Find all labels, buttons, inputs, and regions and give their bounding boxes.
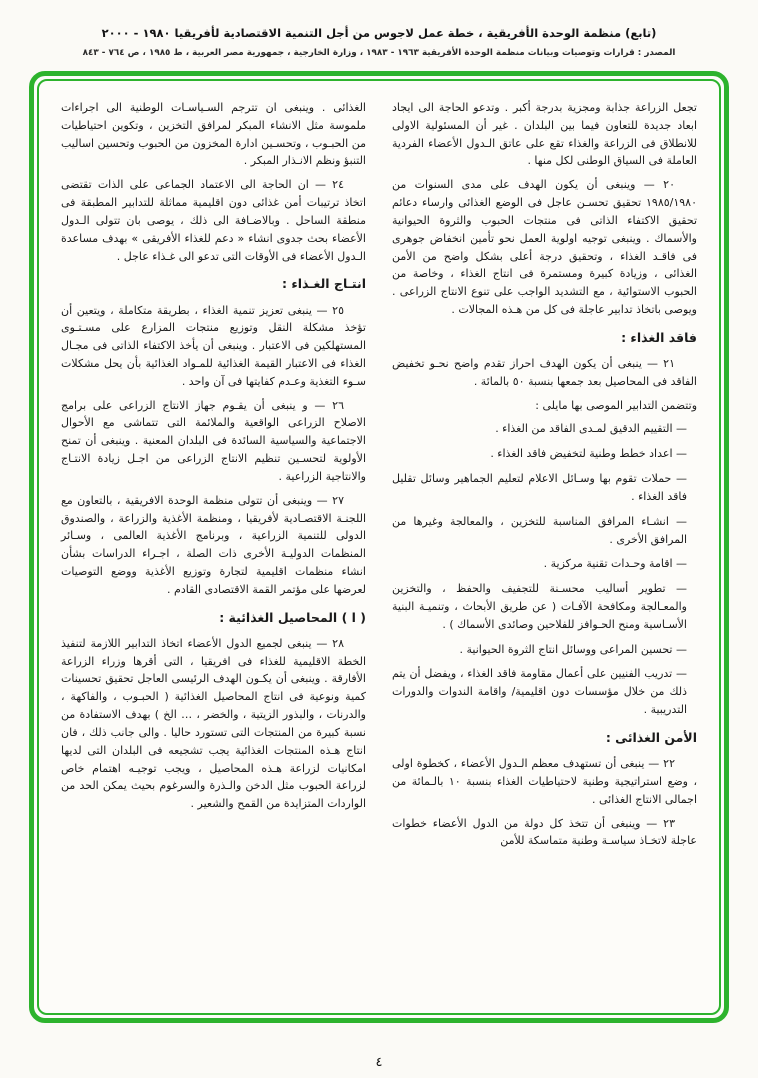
text-block: — التقييم الدقيق لمـدى الفاقد من الغذاء . xyxy=(495,422,687,436)
text-block: — اقامة وحـدات تقنية مركزية . xyxy=(543,557,687,571)
text-block: ٢٧ — وينبغى أن تتولى منظمة الوحدة الافريقية ، بالتعاون مع اللجنـة الاقتصـادية لأفريقيا ، ومنظمة الأغذية والزراعة ، والصندوق الدولى للتنمية الزراعية ، وبرنامج الأغذية العالمى ، وسـائر المنظمات الدوليـة الأخرى ذات الصلة ، اجـراء الدراسات بشأن انشاء منظمات اقليمية لتجارة وتوزيع الأغذية ووضع التوصيات لعرضها على مؤتمر القمة الاقتصادى القادم . xyxy=(61,493,366,596)
text-block: ٢١ — ينبغى أن يكون الهدف احراز تقدم واضح نحـو تخفيض الفاقد فى المحاصيل بعد جمعها بنسبة ٥٠ بالمائة . xyxy=(392,357,697,388)
text-block: — حملات تقوم بها وسـائل الاعلام لتعليم الجماهير وسائل تقليل فاقد الغذاء . xyxy=(392,472,687,503)
document-source: المصدر : قرارات وتوصيات وبيانات منظمة الوحدة الأفريقية ١٩٦٣ - ١٩٨٣ ، وزارة الخارجية ، جمهورية مصر العربية ، ط ١٩٨٥ ، ص ٧٦٤ - ٨٤٣ xyxy=(82,48,676,58)
text-block: — اعداد خطط وطنية لتخفيض فاقد الغذاء . xyxy=(490,447,687,461)
column-right xyxy=(392,99,697,999)
text-columns xyxy=(61,99,697,999)
text-block: ٢٠ — وينبغى أن يكون الهدف على مدى السنوات من ١٩٨٥/١٩٨٠ تحقيق تحسـن عاجل فى الوضع الغذائى وارساء دعائم تحقيق الاكتفاء الذاتى فى منتجات الحبوب والثروة الحيوانية والأسماك . وينبغى توجيه اولوية العمل نحو تأمين انخفاض جوهرى فى فاقـد الغذاء ، وتحقيق درجة أعلى بشكل واضح من الأمن الغذائى ، وزيادة كبيرة ومستمرة فى انتاج الغذاء ، وخاصة من الحبوب الاستوائية ، مع التشديد الواجب على تنوع الانتاج الزراعى . ويوصى باتخاذ تدابير عاجلة فى كل من هـذه المجالات . xyxy=(392,178,697,316)
text-block: — تطوير أساليب محسـنة للتجفيف والحفظ ، والتخزين والمعـالجة ومكافحة الآفـات ( عن طريق الأبحاث ، وتنميـة البنية الأسـاسية ومنح الحـوافز للفلاحين وصائدى الأسماك ) . xyxy=(392,582,687,631)
text-block: فاقد الغذاء : xyxy=(621,329,697,345)
document-header xyxy=(0,26,758,58)
text-block: ٢٣ — وينبغى أن تتخذ كل دولة من الدول الأعضاء خطوات عاجلة لاتخـاذ سياسـة وطنية متماسكة للأمن xyxy=(392,816,697,848)
text-block: ٢٦ — و ينبغى أن يقـوم جهاز الانتاج الزراعى على برامج الاصلاح الزراعى الواقعية والملائمة التى تتماشى مع الأحوال الاجتماعية والسياسية السائدة فى البلدان المعنية . وينبغى أن تمنح الأولوية لتحسـين تنظيم الانتاج الزراعى من اجـل زيادة الانتـاج والانتاجية الزراعية . xyxy=(61,398,366,483)
column-left xyxy=(61,99,366,999)
text-block: ٢٨ — ينبغى لجميع الدول الأعضاء اتخاذ التدابير اللازمة لتنفيذ الخطة الاقليمية للغذاء فى افريقيا ، التى أقرها وزراء الزراعة الأفارقة . وينبغى أن يكـون الهدف الرئيسى العاجل تحقيق تحسينات كمية ونوعية فى انتاج المحاصيل الغذائية ( الحبـوب ، والفاكهة ، والدرنات ، والبذور الزيتية ، والخضر ، … الخ ) بهدف الاستفادة من نسبة كبيرة من المنتجات التى تستورد حاليا . والى جانب ذلك ، فان انتاج هـذه المنتجات الغذائية يجب تشجيعه فى البلدان التى لديها امكانيات لزراعة هـذه المحاصيل ، ويجب توجيـه اهتمام خاص لزراعة الحبوب مثل الدخن والـذرة والسرغوم بحيث يمكن الحد من الواردات المتزايدة من القمح والشعير . xyxy=(61,636,366,811)
text-block: ٢٤ — ان الحاجة الى الاعتماد الجماعى على الذات تقتضى اتخاذ ترتيبات أمن غذائى دون اقليمية مماثلة للتدابير المطبقة فى منطقة الساحل . وبالاضـافة الى ذلك ، يوصى بان تتولى الـدول الأعضاء بحث جدوى انشاء « دعم للغذاء الأفريقى » بهدف مساعدة الـدول الأعضاء فى الأوقات التى تدعو الى غـذاء عاجل . xyxy=(61,178,366,263)
page-number: ٤ xyxy=(375,1055,383,1070)
text-block: ٢٢ — ينبغى أن تستهدف معظم الـدول الأعضاء ، كخطوة اولى ، وضع استراتيجية وطنية لاحتياطيات الغذاء بنسبة ١٠ بالـمائة من اجمالى الانتاج الغذائى . xyxy=(392,757,697,806)
text-block: الغذائى . وينبغى ان تترجم السـياسـات الوطنية الى اجراءات ملموسة مثل الانشاء المبكر لمرافق التخزين ، وتكوين احتياطيات من الحبـوب ، وتحسـين ادارة المخزون من الحبوب وتحسين اساليب التنبؤ ونظم الانـذار المبكر . xyxy=(61,101,366,168)
text-block: انتـاج الغـذاء : xyxy=(282,276,366,292)
text-block: الأمن الغذائى : xyxy=(605,729,697,745)
text-block: — تدريب الفنيين على أعمال مقاومة فاقد الغذاء ، ويفضل أن يتم ذلك من خلال مؤسسات دون اقليمية/ واقامة الندوات والدورات التدريبية . xyxy=(392,667,687,716)
text-block: ( ا ) المحاصيل الغذائية : xyxy=(219,609,366,625)
green-border-frame xyxy=(29,71,729,1023)
text-block: وتتضمن التدابير الموصى بها مايلى : xyxy=(535,398,697,412)
document-title: (تابع) منظمة الوحدة الأفريقية ، خطة عمل لاجوس من أجل التنمية الاقتصادية لأفريقيا ١٩٨٠ - ٢٠٠٠ xyxy=(101,26,657,40)
text-block: تجعل الزراعة جذابة ومجزية بدرجة أكبر . وتدعو الحاجة الى ايجاد ابعاد جديدة للتعاون فيما بين البلدان . غير أن المسئولية الاولى للانطلاق فى الزراعة والغذاء تقع على عاتق الـدول الأعضاء الفردية العاملة فى السياق الوطنى لكل منها . xyxy=(392,101,697,168)
text-block: ٢٥ — ينبغى تعزيز تنمية الغذاء ، بطريقة متكاملة ، ويتعين أن تؤخذ مشكلة النقل وتوزيع منتجات المزارع على مسـتـوى المستهلكين فى الاعتبار . وينبغى أن يأخذ الاكتفاء الذاتى فى مجـال الغذاء فى الاعتبار القيمة الغذائية للمـواد الغذائية بأن يحل مشكلات سـوء التغذية وعـدم كفايتها فى آن واحد . xyxy=(61,303,366,388)
text-block: — تحسين المراعى ووسائل انتاج الثروة الحيوانية . xyxy=(459,642,687,656)
text-block: — انشـاء المرافق المناسبة للتخزين ، والمعالجة وغيرها من المرافق الأخرى . xyxy=(392,514,687,546)
green-border-inner-frame xyxy=(37,79,721,1015)
